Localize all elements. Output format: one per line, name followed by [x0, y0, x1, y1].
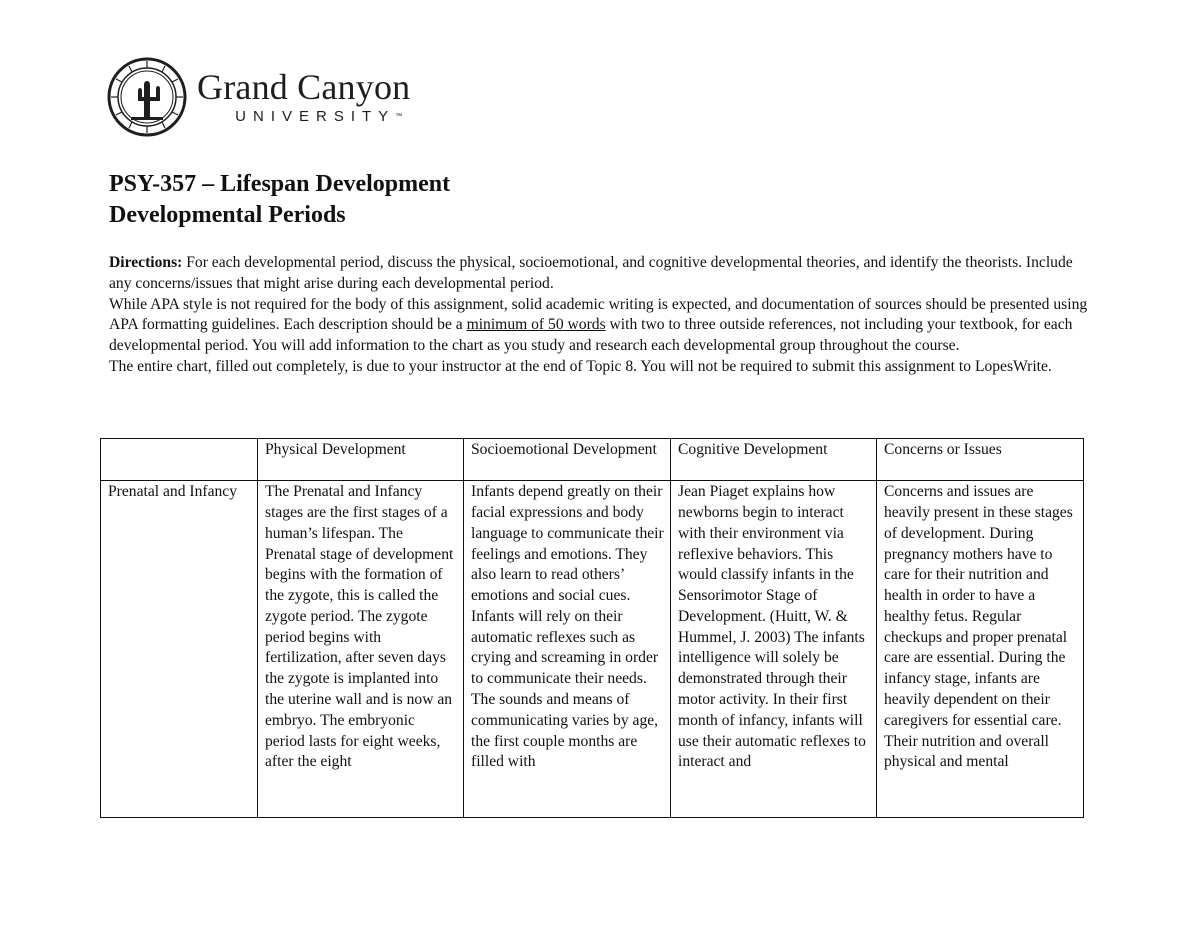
physical-cell: [258, 481, 464, 818]
directions-paragraph-3: The entire chart, filled out completely, is due to your instructor at the end of Topic 8. You will not be required to submit this assignment to LopesWrite.: [109, 357, 1052, 375]
concerns-cell: [877, 481, 1084, 818]
header-cognitive-development: Cognitive Development: [671, 439, 877, 481]
word-minimum-underline: minimum of 50 words: [466, 316, 606, 334]
table-header-row: [101, 439, 1084, 481]
header-period-cell: [101, 439, 258, 481]
logo-university-name: Grand Canyon: [197, 67, 411, 107]
table-row: [101, 481, 1084, 818]
cognitive-cell: [671, 481, 877, 818]
cognitive-text: Jean Piaget explains how newborns begin to interact with their environment via reflexive behaviors. This would classify infants in the Sensorimotor Stage of Development. (Huitt, W. & Hummel, J. 2003) The infants intelligence will solely be demonstrated through their motor activity. In their first month of infancy, infants will use their automatic reflexes to interact and: [678, 483, 866, 771]
header-physical-development: Physical Development: [258, 439, 464, 481]
header-concerns-or-issues: Concerns or Issues: [877, 439, 1084, 481]
socioemotional-cell: [464, 481, 671, 818]
developmental-periods-table: [100, 438, 1084, 818]
physical-text: The Prenatal and Infancy stages are the first stages of a human’s lifespan. The Prenatal stage of development begins with the formation of the zygote, this is called the zygote period. The zygote period begins with fertilization, after seven days the zygote is implanted into the uterine wall and is now an embryo. The embryonic period lasts for eight weeks, after the eight: [265, 483, 454, 771]
concerns-text: Concerns and issues are heavily present in these stages of development. During pregnancy mothers have to care for their nutrition and health in order to have a healthy fetus. Regular checkups and proper prenatal care are essential. During the infancy stage, infants are heavily dependent on their caregivers for essential care. Their nutrition and overall physical and mental: [884, 483, 1073, 771]
document-title: [109, 169, 450, 231]
university-seal-icon: [107, 57, 187, 137]
period-label: Prenatal and Infancy: [108, 483, 238, 501]
university-logo: [107, 57, 410, 137]
logo-university-subtitle: UNIVERSITY™: [235, 108, 403, 125]
directions-label: Directions:: [109, 254, 183, 271]
directions-paragraph-2: While APA style is not required for the body of this assignment, solid academic writing is expected, and documentation of sources should be presented using APA formatting guidelines. Each description should be a minimum of 50 words with two to three outside references, not including your textbook, for each developmental period. You will add information to the chart as you study and research each developmental group throughout the course.: [109, 295, 1088, 355]
assignment-title: Developmental Periods: [109, 202, 346, 228]
directions-section: [109, 253, 1099, 378]
logo-wordmark: [197, 68, 410, 126]
course-title: PSY-357 – Lifespan Development: [109, 171, 451, 197]
socioemotional-text: Infants depend greatly on their facial expressions and body language to communicate their feelings and emotions. They also learn to read others’ emotions and social cues. Infants will rely on their automatic reflexes such as crying and screaming in order to communicate their needs. The sounds and means of communicating varies by age, the first couple months are filled with: [471, 483, 664, 771]
period-cell: [101, 481, 258, 818]
header-socioemotional-development: Socioemotional Development: [464, 439, 671, 481]
directions-paragraph-1: Directions: For each developmental period, discuss the physical, socioemotional, and cognitive developmental theories, and identify the theorists. Include any concerns/issues that might arise during each developmental period.: [109, 254, 1073, 292]
